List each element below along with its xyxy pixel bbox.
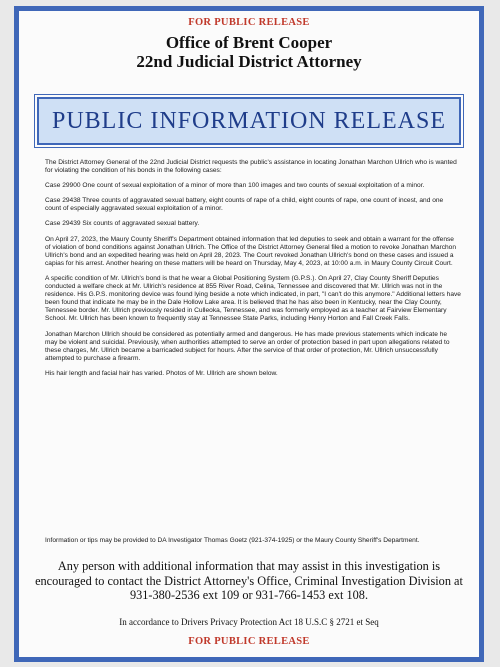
office-name: Office of Brent Cooper	[165, 33, 333, 52]
contact-appeal: Any person with additional information that may assist in this investigation is encouraged to contact the District Attorney's Office, Criminal Investigation Division at 931-380-2536 ext 109 or 931-766-1453 ext 108.	[35, 559, 463, 602]
release-document	[14, 6, 484, 662]
release-tag-top: FOR PUBLIC RELEASE	[188, 17, 310, 28]
appearance-paragraph: His hair length and facial hair has varied. Photos of Mr. Ullrich are shown below.	[45, 369, 278, 377]
privacy-act-note: In accordance to Drivers Privacy Protection Act 18 U.S.C § 2721 et Seq	[119, 617, 379, 627]
case-29900-paragraph: Case 29900 One count of sexual exploitation of a minor of more than 100 images and two counts of sexual exploitation of a minor.	[45, 182, 425, 190]
release-body	[45, 159, 461, 385]
warrant-paragraph: On April 27, 2023, the Maury County Sheriff's Department obtained information that led deputies to seek and obtain a warrant for the offense of violation of bond conditions against Jonathan Ullrich. The Office of the District Attorney General filed a motion to revoke Jonathan Marchon Ullrich's bond and an expedited hearing was held on April 28, 2023. The Court revoked Jonathan Ullrich's bond on these cases and issued a capias for his arrest. Another hearing on these matters will be heard on Thursday, May 4, 2023, at 10:00 a.m. in Maury County Circuit Court.	[45, 235, 456, 267]
case-29439-paragraph: Case 29439 Six counts of aggravated sexual battery.	[45, 220, 200, 228]
gps-paragraph: A specific condition of Mr. Ullrich's bond is that he wear a Global Positioning System (G.P.S.). On April 27, Clay County Sheriff Deputies conducted a welfare check at Mr. Ullrich's residence at 855 River Road, Celina, Tennessee and discovered that Mr. Ullrich was not in the residence. His G.P.S. monitoring device was found lying beside a note which indicated, in part, "I can't do this anymore." Additional letters have been found that indicate he may be in the Dale Hollow Lake area. It is believed that he has also been in Kentucky, near the Clay County, Tennessee border. Mr. Ullrich previously resided in Culleoka, Tennessee, and was formerly employed as a teacher at Fairview Elementary School. Mr. Ullrich has been known to frequently stay at Tennessee State Parks, including Henry Horton and Fall Creek Falls.	[45, 274, 461, 323]
danger-paragraph: Jonathan Marchon Ullrich should be considered as potentially armed and dangerous. He has made previous statements which indicate he may be violent and suicidal. Previously, when authorities attempted to serve an order of protection based in part upon allegations related to these charges, Mr. Ullrich became a barricaded subject for hours. After the service of that order of protection, Mr. Ullrich unsuccessfully attempted to purchase a firearm.	[45, 330, 450, 362]
release-banner: PUBLIC INFORMATION RELEASE	[37, 97, 461, 145]
case-29438-paragraph: Case 29438 Three counts of aggravated sexual battery, eight counts of rape of a child, eight counts of rape, one count of incest, and one count of especially aggravated sexual exploitation of a minor.	[45, 197, 444, 213]
office-heading	[19, 33, 479, 71]
tips-paragraph: Information or tips may be provided to DA Investigator Thomas Goetz (921-374-1925) or the Maury County Sheriff's Department.	[45, 537, 420, 544]
office-district: 22nd Judicial District Attorney	[136, 52, 362, 71]
release-tag-bottom: FOR PUBLIC RELEASE	[188, 636, 310, 647]
intro-paragraph: The District Attorney General of the 22nd Judicial District requests the public's assistance in locating Jonathan Marchon Ullrich who is wanted for violating the condition of his bonds in the following cases:	[45, 159, 457, 175]
